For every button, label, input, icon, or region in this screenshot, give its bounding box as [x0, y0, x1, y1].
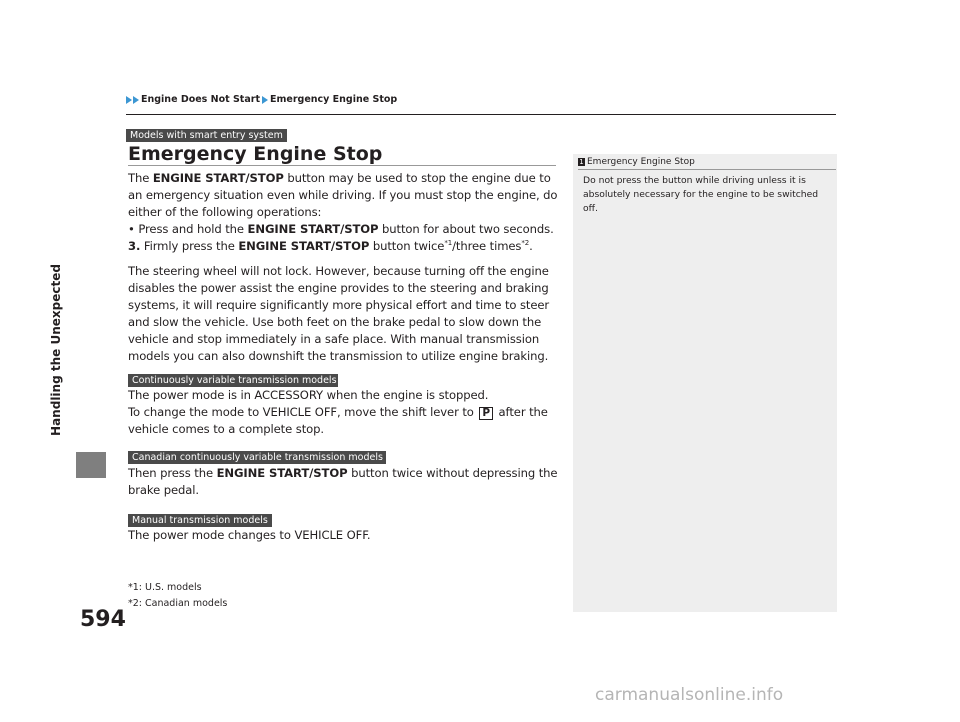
breadcrumb-arrow-icon — [262, 96, 268, 104]
canadian-paragraph: Then press the ENGINE START/STOP button twice without depressing the brake pedal. — [128, 466, 558, 497]
breadcrumb-arrow-icon — [126, 96, 132, 104]
title-divider — [128, 165, 556, 166]
header-divider — [126, 114, 836, 115]
sidebar-section-label: Handling the Unexpected — [49, 264, 63, 436]
breadcrumb-item[interactable]: Emergency Engine Stop — [270, 94, 398, 105]
cvt-section — [128, 387, 558, 438]
cvt-line-2: To change the mode to VEHICLE OFF, move the shift lever to P after the vehicle comes to a complete stop. — [128, 405, 548, 436]
footnote-2: *2: Canadian models — [128, 598, 228, 609]
model-tag-cvt: Continuously variable transmission models — [128, 374, 338, 387]
note-panel — [573, 154, 837, 612]
steering-paragraph: The steering wheel will not lock. However, because turning off the engine disables the power assist the engine provides to the steering and braking systems, it will require significantly more physical effort and time to steer and slow the vehicle. Use both feet on the brake pedal to slow down the vehicle and stop immediately in a safe place. With manual transmission models you can also downshift the transmission to utilize engine braking. — [128, 264, 550, 363]
breadcrumb-item[interactable]: Engine Does Not Start — [141, 94, 260, 105]
note-divider — [578, 169, 836, 170]
note-body: Do not press the button while driving unless it is absolutely necessary for the engine to be switched off. — [583, 175, 819, 214]
bullet-icon: • — [128, 222, 139, 236]
model-tag-manual: Manual transmission models — [128, 514, 272, 527]
intro-step: 3. Firmly press the ENGINE START/STOP button twice$^{*1}$/three times$^{*2}$. — [128, 239, 533, 253]
footnote-1: *1: U.S. models — [128, 582, 202, 593]
note-heading — [578, 157, 695, 167]
note-reference-icon: 1 — [579, 158, 584, 166]
model-tag-smart-entry: Models with smart entry system — [126, 129, 287, 142]
manual-paragraph: The power mode changes to VEHICLE OFF. — [128, 528, 371, 542]
note-title: Emergency Engine Stop — [587, 157, 695, 167]
page-number: 594 — [80, 607, 126, 632]
intro-paragraph: The ENGINE START/STOP button may be used to stop the engine due to an emergency situation even while driving. If you must stop the engine, do either of the following operations: — [128, 171, 558, 219]
section-tab-marker — [76, 452, 106, 478]
breadcrumb — [126, 94, 399, 105]
park-position-symbol: P — [479, 407, 493, 420]
cvt-line-1: The power mode is in ACCESSORY when the engine is stopped. — [128, 388, 489, 402]
intro-bullet: • Press and hold the ENGINE START/STOP button for about two seconds. — [128, 222, 554, 236]
site-watermark: carmanualsonline.info — [595, 685, 784, 705]
page-title: Emergency Engine Stop — [128, 143, 383, 165]
breadcrumb-arrow-icon — [133, 96, 139, 104]
model-tag-canadian-cvt: Canadian continuously variable transmission models — [128, 451, 386, 464]
intro-section — [128, 170, 558, 255]
